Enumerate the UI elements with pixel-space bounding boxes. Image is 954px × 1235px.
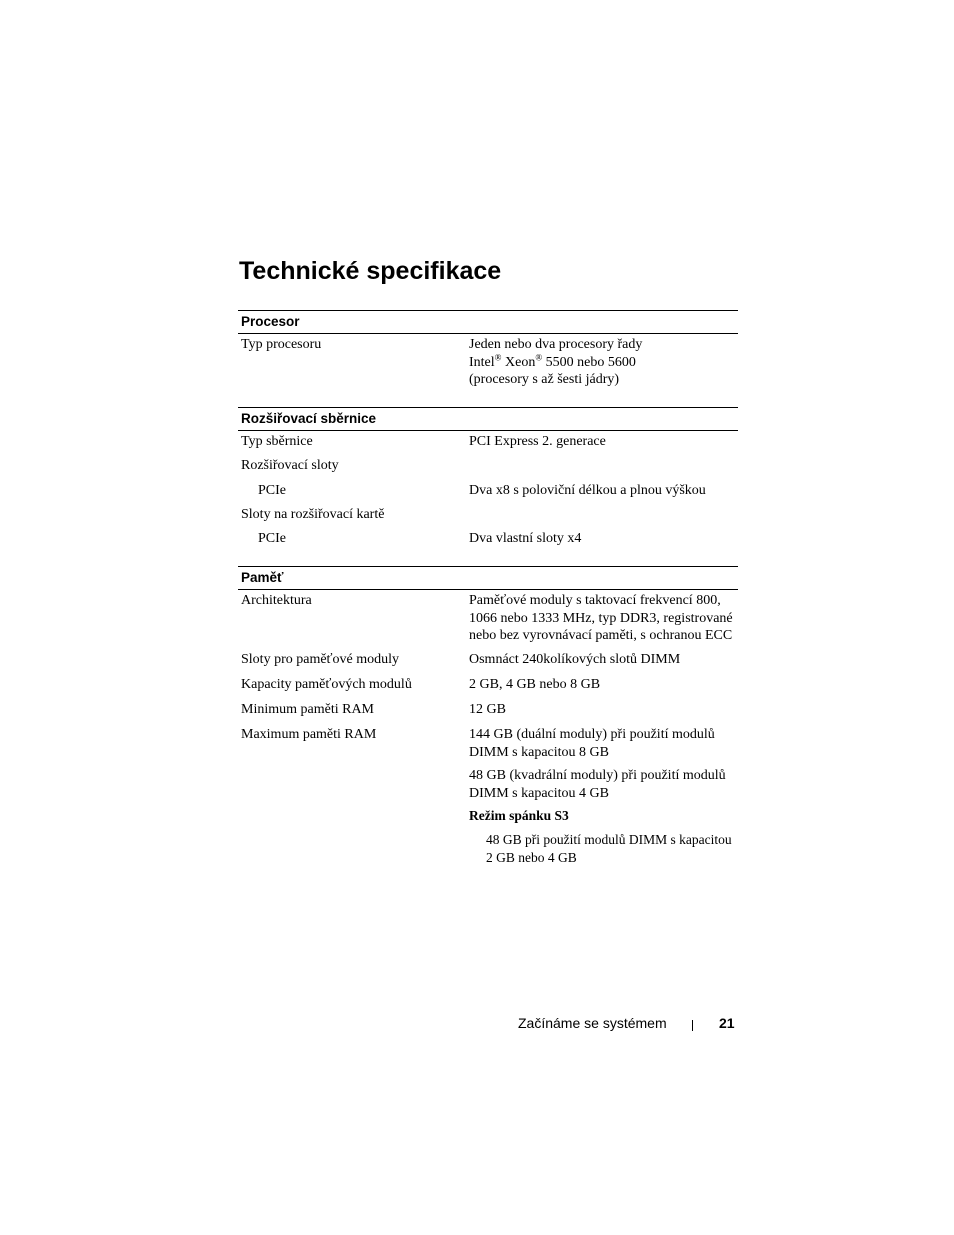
spec-value-line: (procesory s až šesti jádry) (469, 372, 620, 387)
spec-value-line (469, 351, 741, 372)
spec-row (238, 651, 738, 676)
page-title: Technické specifikace (239, 257, 502, 285)
spec-row (238, 726, 738, 767)
spec-value (486, 831, 758, 866)
spec-row (238, 457, 738, 482)
spec-row (238, 701, 738, 726)
spec-subheading: Režim spánku S3 (469, 808, 569, 823)
value-text: Intel (469, 354, 495, 370)
spec-row (238, 336, 738, 408)
spec-value (469, 336, 741, 389)
spec-value-line: 48 GB (kvadrální moduly) při použití modulů (469, 768, 726, 783)
section-procesor (238, 310, 738, 408)
spec-label: Maximum paměti RAM (241, 727, 377, 742)
value-text: Xeon (501, 354, 536, 370)
spec-value: 2 GB, 4 GB nebo 8 GB (469, 677, 601, 692)
spec-row (238, 831, 738, 871)
spec-row (238, 767, 738, 807)
spec-value: PCI Express 2. generace (469, 434, 606, 449)
spec-row (238, 807, 738, 831)
spec-value-line: 2 GB nebo 4 GB (486, 849, 577, 865)
spec-row (238, 433, 738, 457)
value-text: 5500 nebo 5600 (542, 354, 636, 370)
spec-value-line: Paměťové moduly s taktovací frekvencí 800, (469, 593, 721, 608)
spec-value-line: nebo bez vyrovnávací paměti, s ochranou ECC (469, 628, 733, 643)
spec-label: Rozšiřovací sloty (241, 458, 339, 473)
spec-row (238, 530, 738, 554)
spec-label: Typ procesoru (241, 337, 322, 352)
spec-label: Sloty pro paměťové moduly (241, 652, 400, 667)
spec-value-line: DIMM s kapacitou 8 GB (469, 744, 609, 760)
spec-label: Kapacity paměťových modulů (241, 677, 412, 692)
section-heading: Procesor (238, 310, 738, 334)
spec-row (238, 676, 738, 701)
spec-row (238, 482, 738, 506)
spec-value: Dva vlastní sloty x4 (469, 531, 582, 546)
spec-value-line: 144 GB (duální moduly) při použití modulů (469, 727, 715, 742)
spec-row (238, 506, 738, 530)
section-heading: Paměť (238, 566, 738, 590)
spec-label: Minimum paměti RAM (241, 702, 374, 717)
section-pamet (238, 566, 738, 871)
section-heading: Rozšiřovací sběrnice (238, 407, 738, 431)
spec-value: 12 GB (469, 702, 506, 717)
registered-mark: ® (535, 351, 543, 362)
spec-label: PCIe (258, 531, 286, 546)
section-rozsirovaci-sbernice (238, 407, 738, 554)
spec-value (469, 592, 741, 645)
spec-value-line: DIMM s kapacitou 4 GB (469, 785, 609, 801)
spec-label: Typ sběrnice (241, 434, 313, 449)
footer-chapter-title: Začínáme se systémem (518, 1015, 667, 1031)
spec-row (238, 592, 738, 651)
registered-mark: ® (494, 351, 502, 362)
spec-value-line: Jeden nebo dva procesory řady (469, 337, 643, 352)
footer-divider (692, 1020, 693, 1031)
spec-value-line: 48 GB při použití modulů DIMM s kapacitou (486, 832, 732, 847)
spec-value: Osmnáct 240kolíkových slotů DIMM (469, 652, 681, 667)
spec-value-line: 1066 nebo 1333 MHz, typ DDR3, registrované (469, 610, 733, 626)
page-number: 21 (719, 1015, 735, 1031)
spec-label: Sloty na rozšiřovací kartě (241, 507, 385, 522)
spec-value (469, 726, 741, 761)
spec-label: Architektura (241, 593, 312, 608)
spec-label: PCIe (258, 483, 286, 498)
spec-value: Dva x8 s poloviční délkou a plnou výškou (469, 483, 706, 498)
spec-value (469, 767, 741, 802)
